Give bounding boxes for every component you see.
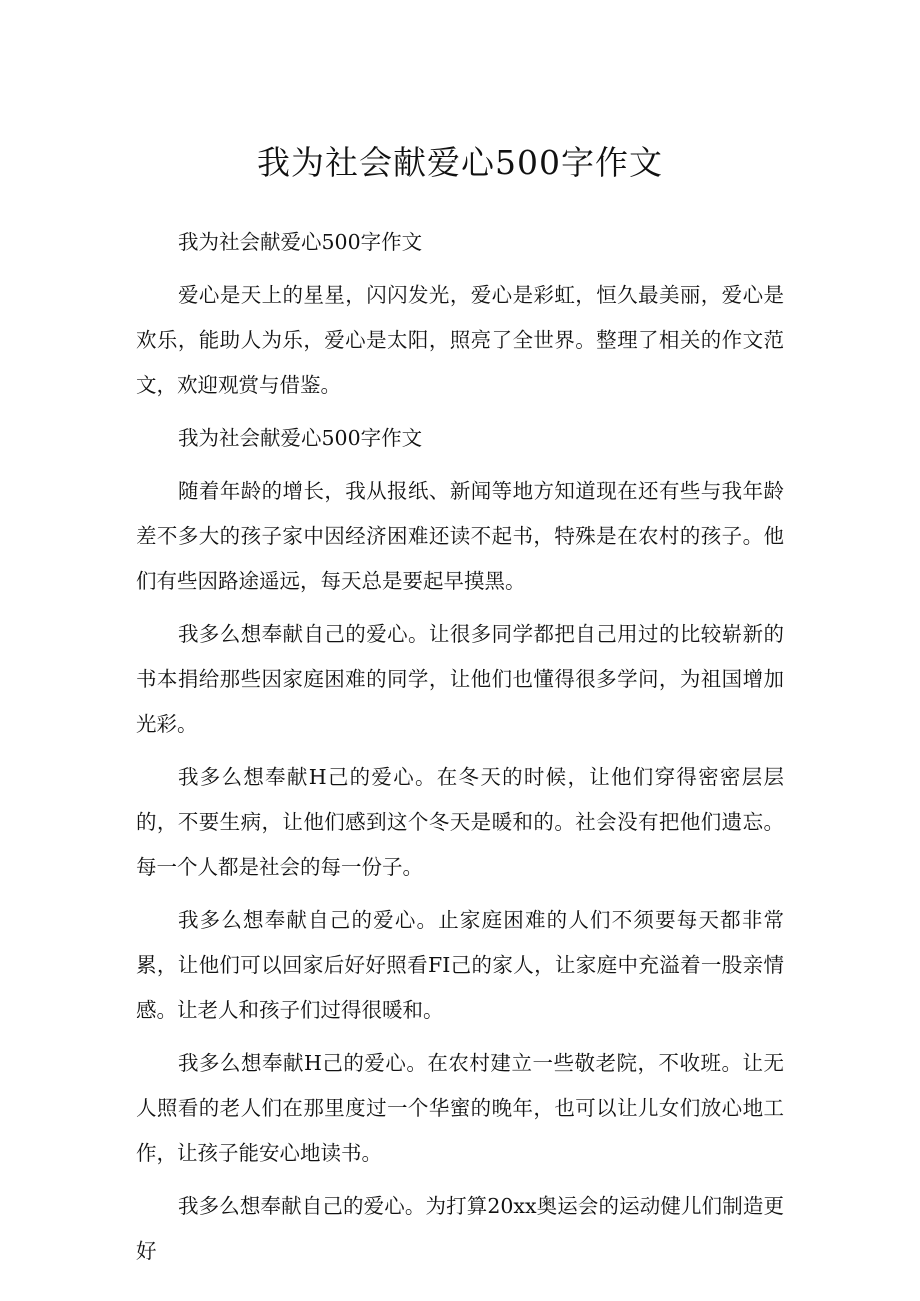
paragraph-subtitle-repeat: 我为社会献爱心500字作文 bbox=[178, 426, 423, 450]
paragraph: 我多么想奉献自己的爱心。止家庭困难的人们不须要每天都非常累，让他们可以回家后好好照看FI己的家人，让家庭中充溢着一股亲情感。让老人和孩子们过得很暖和。 bbox=[136, 908, 784, 1022]
paragraph: 我多么想奉献自己的爱心。让很多同学都把自己用过的比较崭新的书本捐给那些因家庭困难的同学，让他们也懂得很多学问，为祖国增加光彩。 bbox=[136, 622, 784, 736]
paragraph-subtitle: 我为社会献爱心500字作文 bbox=[178, 230, 423, 254]
paragraph-truncated: 我多么想奉献自己的爱心。为打算20xx奥运会的运动健儿们制造更好 bbox=[136, 1194, 784, 1263]
document-body bbox=[136, 220, 784, 1282]
paragraph: 我多么想奉献H己的爱心。在冬天的时候，让他们穿得密密层层的，不要生病，让他们感到这个冬天是暖和的。社会没有把他们遗忘。每一个人都是社会的每一份子。 bbox=[136, 765, 784, 879]
paragraph: 随着年龄的增长，我从报纸、新闻等地方知道现在还有些与我年龄差不多大的孩子家中因经济困难还读不起书，特殊是在农村的孩子。他们有些因路途遥远，每天总是要起早摸黑。 bbox=[136, 479, 784, 593]
paragraph-intro: 爱心是天上的星星，闪闪发光，爱心是彩虹，恒久最美丽，爱心是欢乐，能助人为乐，爱心是太阳，照亮了全世界。整理了相关的作文范文，欢迎观赏与借鉴。 bbox=[136, 283, 784, 397]
document-title: 我为社会献爱心500字作文 bbox=[257, 143, 663, 182]
paragraph: 我多么想奉献H己的爱心。在农村建立一些敬老院，不收班。让无人照看的老人们在那里度过一个华蜜的晚年，也可以让儿女们放心地工作，让孩子能安心地读书。 bbox=[136, 1051, 784, 1165]
